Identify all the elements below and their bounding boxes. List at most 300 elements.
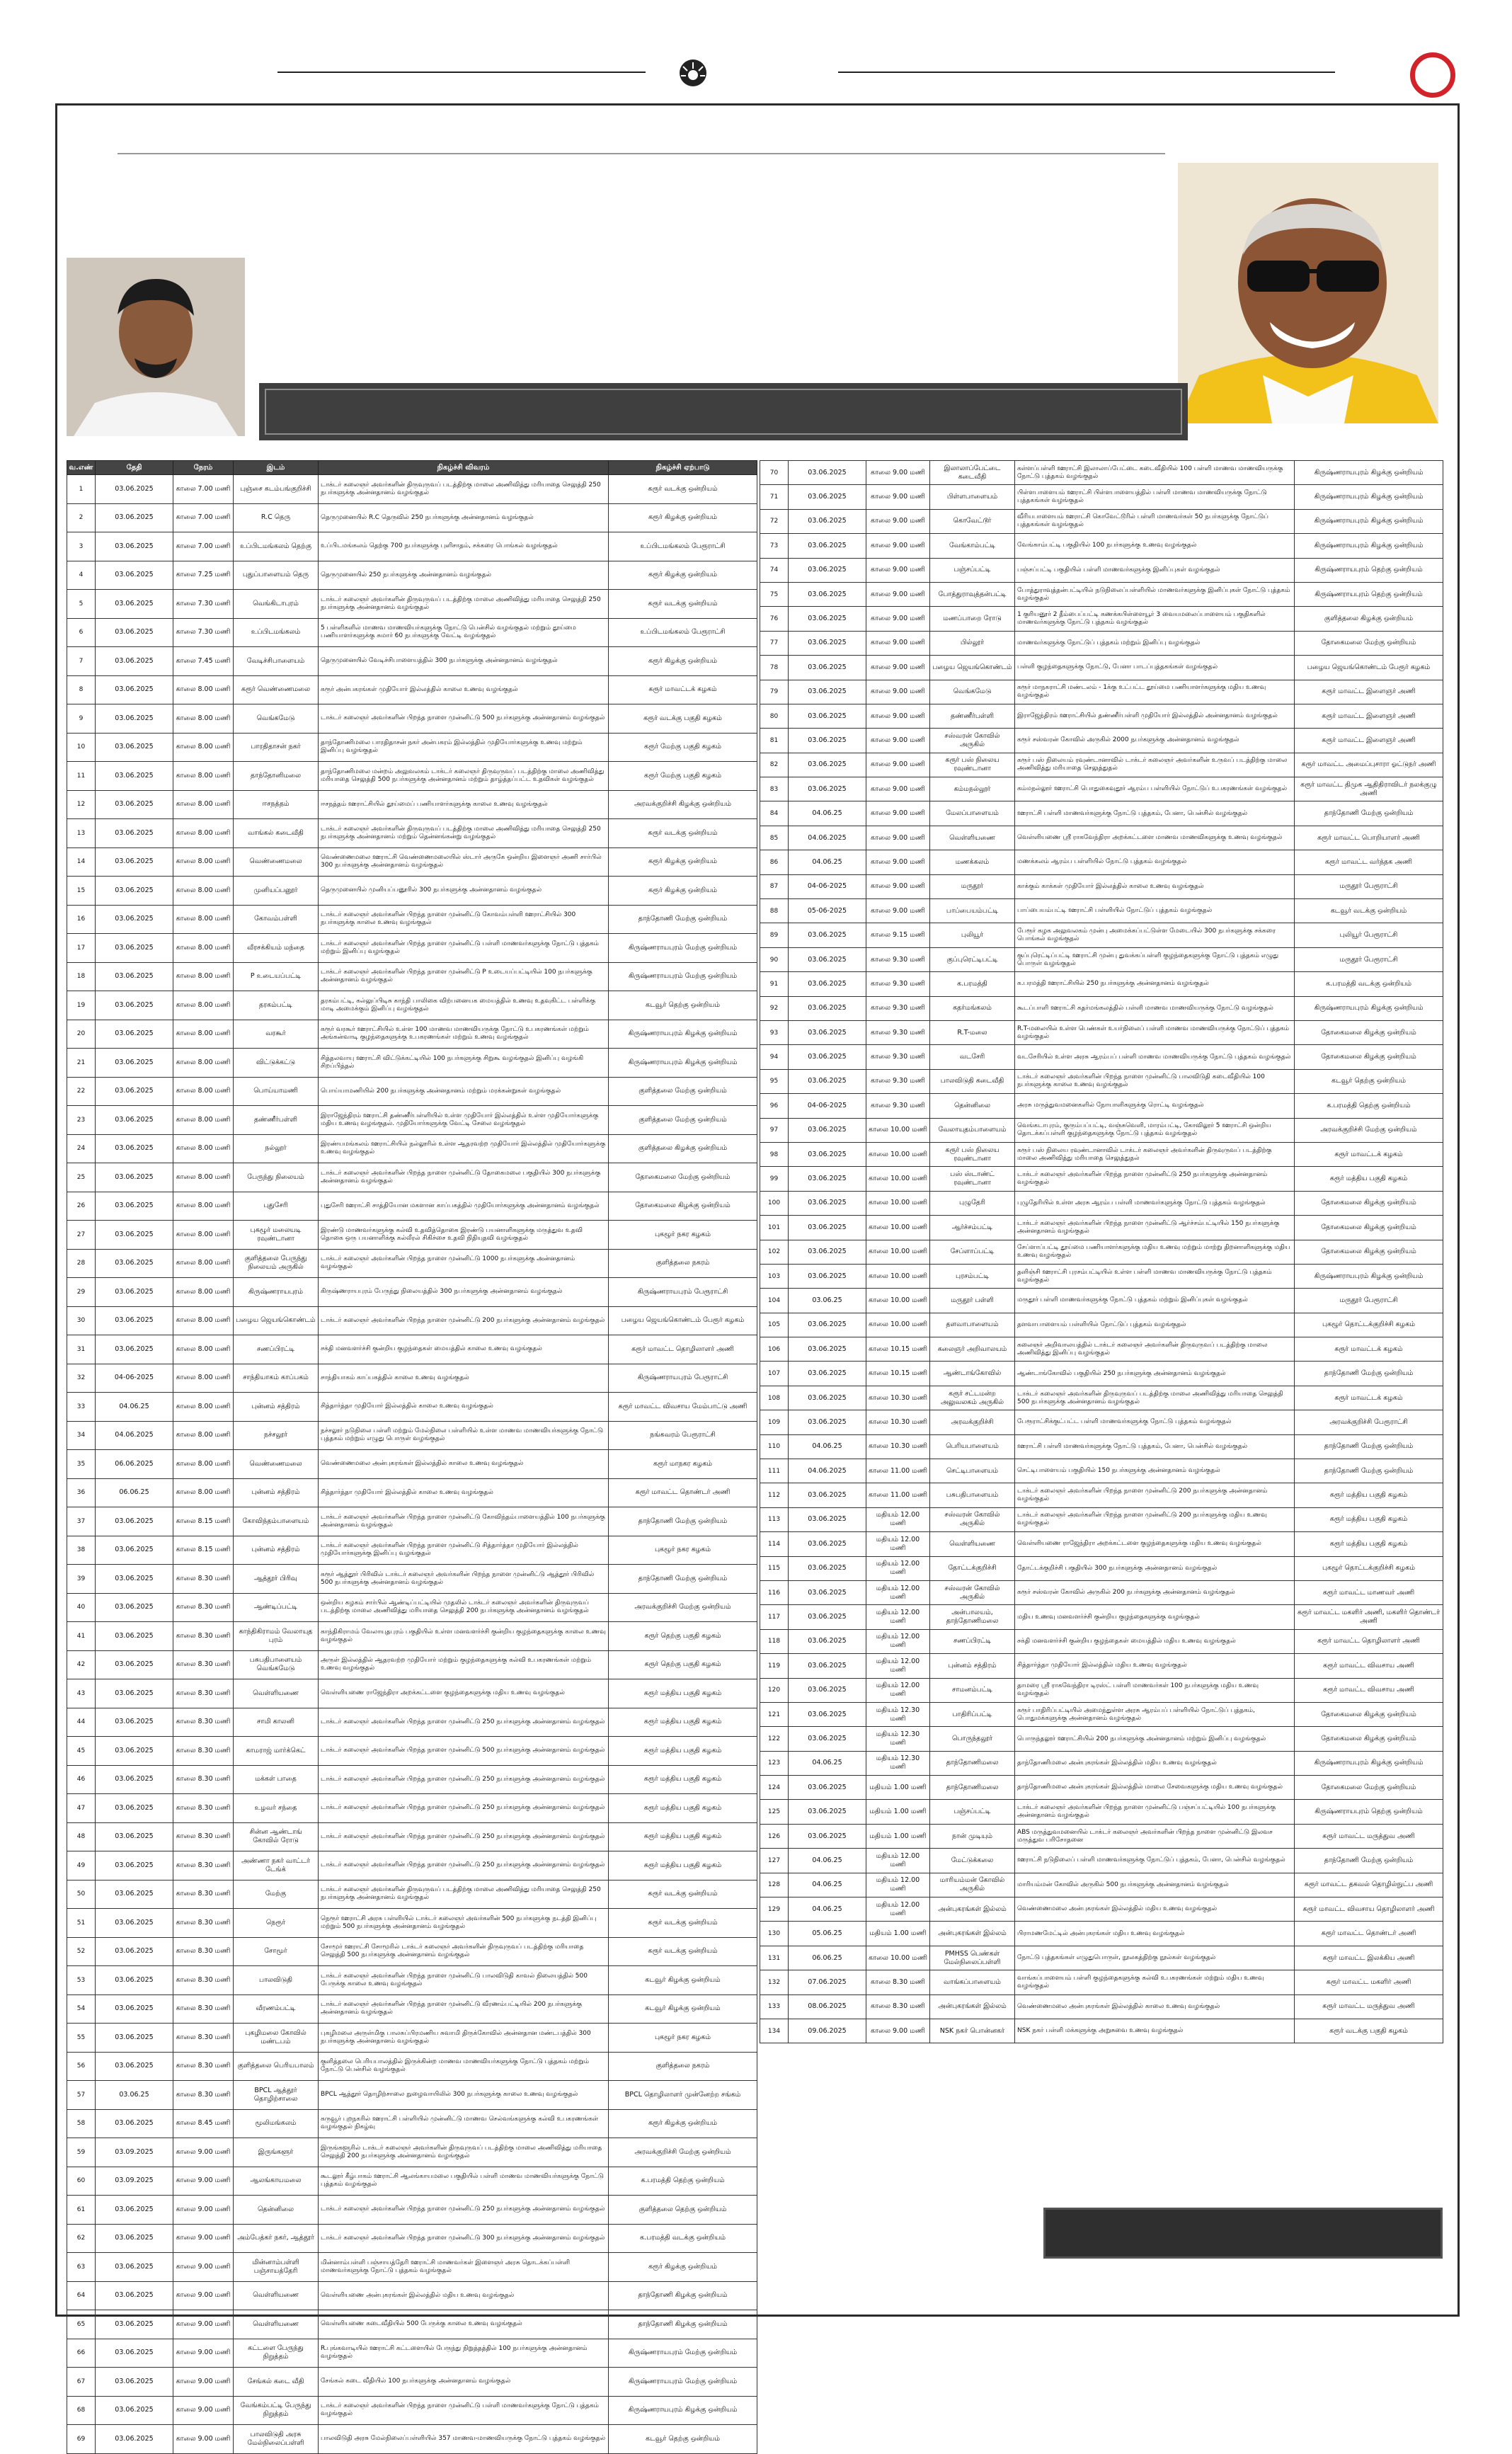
event-cell: NSK நகர் பள்ளி மக்களுக்கு அறுசுவை உணவு வழங்குதல்: [1015, 2019, 1295, 2043]
place-cell: புரசம்பட்டி: [930, 1264, 1015, 1288]
serial-cell: 28: [67, 1249, 96, 1278]
event-cell: பாப்பையம்பட்டி ஊராட்சி பள்ளியில் நோட்டுப் புத்தகம் வழங்குதல்: [1015, 899, 1295, 923]
organizer-cell: கரூர் கிழக்கு ஒன்றியம்: [609, 647, 757, 676]
organizer-cell: கடவூர் கிழக்கு ஒன்றியம்: [609, 1994, 757, 2024]
place-cell: புன்னம் சத்திரம்: [234, 1478, 319, 1507]
place-cell: உப்பிடமங்கலம் தெற்கு: [234, 532, 319, 561]
place-cell: சாமி காலனி: [234, 1708, 319, 1737]
place-cell: சணப்பிரட்டி: [930, 1629, 1015, 1653]
date-cell: 03.06.2025: [96, 2281, 173, 2310]
place-cell: ஆண்டாங்கோவில்: [930, 1362, 1015, 1386]
date-cell: 03.06.2025: [96, 561, 173, 590]
event-cell: கரூர் பாதிரிப்பட்டியில் அமைந்துள்ள அரசு ஆரம்பப் பள்ளியில் நோட்டுப் புத்தகம், பொதுமக்களுக்கு அன்னதானம் வழங்குதல்: [1015, 1702, 1295, 1726]
time-cell: காலை 9.00 மணி: [173, 2310, 234, 2339]
table-row: [760, 1069, 1443, 1093]
time-cell: காலை 8.30 மணி: [173, 1708, 234, 1737]
event-cell: காக்கும் காக்கள் முதியோர் இல்லத்தில் காலை உணவு வழங்குதல்: [1015, 874, 1295, 898]
serial-cell: 108: [760, 1386, 789, 1410]
serial-cell: 53: [67, 1966, 96, 1995]
table-row: [760, 1824, 1443, 1848]
place-cell: பெரியபாளையம்: [930, 1434, 1015, 1459]
time-cell: மதியம் 12.00 மணி: [866, 1605, 930, 1629]
place-cell: வீரணம்பட்டி: [234, 1994, 319, 2024]
header-organizer: நிகழ்ச்சி ஏற்பாடு: [609, 461, 757, 475]
serial-cell: 24: [67, 1134, 96, 1163]
organizer-cell: கிருஷ்ணராயபுரம் கிழக்கு ஒன்றியம்: [1295, 1264, 1443, 1288]
date-cell: 03.06.2025: [789, 1264, 866, 1288]
serial-cell: 122: [760, 1727, 789, 1751]
serial-cell: 25: [67, 1163, 96, 1192]
table-row: [67, 1536, 757, 1565]
table-row: [760, 826, 1443, 850]
time-cell: காலை 9.00 மணி: [866, 558, 930, 582]
time-cell: காலை 9.00 மணி: [866, 680, 930, 704]
date-cell: 03.06.2025: [96, 618, 173, 647]
serial-cell: 80: [760, 704, 789, 728]
organizer-cell: புகழூர் தொட்டக்குறிச்சி கழகம்: [1295, 1556, 1443, 1580]
serial-cell: 62: [67, 2224, 96, 2253]
organizer-cell: அரவக்குறிச்சி மேற்கு ஒன்றியம்: [1295, 1118, 1443, 1142]
serial-cell: 71: [760, 485, 789, 509]
organizer-cell: கரூர் மாவட்ட பொறியாளர் அணி: [1295, 826, 1443, 850]
table-row: [760, 1654, 1443, 1678]
event-cell: ஆண்டாங்கோவில் பகுதியில் 250 நபர்களுக்கு அன்னதானம் வழங்குதல்: [1015, 1362, 1295, 1386]
place-cell: கோவம்பள்ளி: [234, 905, 319, 934]
table-row: [760, 1483, 1443, 1507]
table-row: [760, 1849, 1443, 1873]
serial-cell: 93: [760, 1020, 789, 1044]
serial-cell: 69: [67, 2425, 96, 2454]
date-cell: 03.06.2025: [789, 1410, 866, 1434]
place-cell: புன்னம் சத்திரம்: [234, 1393, 319, 1422]
date-cell: 03.06.2025: [96, 2368, 173, 2397]
serial-cell: 97: [760, 1118, 789, 1142]
date-cell: 03.06.2025: [96, 1794, 173, 1823]
organizer-cell: தோகைமலை கிழக்கு ஒன்றியம்: [1295, 1216, 1443, 1240]
time-cell: காலை 10.00 மணி: [866, 1142, 930, 1166]
date-cell: 04.06.25: [96, 1393, 173, 1422]
event-cell: மதிய உணவு மனவளர்ச்சி குன்றிய குழந்தைகளுக்கு வழங்குதல்: [1015, 1605, 1295, 1629]
time-cell: காலை 8.00 மணி: [173, 1364, 234, 1393]
time-cell: காலை 7.30 மணி: [173, 618, 234, 647]
table-row: [760, 1897, 1443, 1922]
place-cell: PMHSS பெண்கள் மேல்நிலைப்பள்ளி: [930, 1946, 1015, 1970]
place-cell: கரூர் பஸ் நிலைய ரவுண்டானா: [930, 753, 1015, 777]
date-cell: 03.06.2025: [96, 1679, 173, 1708]
time-cell: காலை 8.00 மணி: [173, 1049, 234, 1078]
event-cell: உப்பிடமங்கலம் தெற்கு 700 நபர்களுக்கு புளிசாதம், சக்கரை பொங்கல் வழங்குதல்: [319, 532, 609, 561]
organizer-cell: கரூர் மத்திய பகுதி கழகம்: [609, 1794, 757, 1823]
place-cell: வாங்கப்பாளையம்: [930, 1970, 1015, 1994]
event-cell: டாக்டர் கலைஞர் அவர்களின் பிறந்த நாளை முன்னிட்டு 250 நபர்களுக்கு அன்னதானம் வழங்குதல்: [319, 2196, 609, 2225]
table-row: [760, 1873, 1443, 1897]
table-row: [760, 1629, 1443, 1653]
date-cell: 03.06.2025: [789, 461, 866, 485]
organizer-cell: கரூர் மாநகர கழகம்: [609, 1450, 757, 1479]
serial-cell: 119: [760, 1654, 789, 1678]
organizer-cell: குளித்தலை மேற்கு ஒன்றியம்: [609, 1106, 757, 1135]
place-cell: வேங்காம்பட்டி: [930, 534, 1015, 558]
place-cell: தென்னிலை: [930, 1094, 1015, 1118]
organizer-cell: கரூர் மாவட்டக் கழகம்: [1295, 1337, 1443, 1362]
event-cell: பஞ்சப்பட்டி பகுதியில் பள்ளி மாணவர்களுக்கு இனிப்புகள் வழங்குதல்: [1015, 558, 1295, 582]
time-cell: காலை 7.00 மணி: [173, 475, 234, 504]
table-row: [760, 1532, 1443, 1556]
serial-cell: 85: [760, 826, 789, 850]
date-cell: 03.06.2025: [96, 1737, 173, 1766]
organizer-cell: தோகைமலை கிழக்கு ஒன்றியம்: [1295, 1240, 1443, 1264]
event-cell: டாக்டர் கலைஞர் அவர்களின் பிறந்த நாளை முன்னிட்டு ஆர்ச்சம்பட்டியில் 150 நபர்களுக்கு அன்னதானம் வழங்குதல்: [1015, 1216, 1295, 1240]
time-cell: மதியம் 1.00 மணி: [866, 1824, 930, 1848]
place-cell: தளவாபாளையம்: [930, 1313, 1015, 1337]
time-cell: காலை 9.00 மணி: [173, 2368, 234, 2397]
event-cell: மின்னாம்பள்ளி பஞ்சாயத்தேரி ஊராட்சி மாணவர்கள் இளைஞர் அரசு தொடக்கப்பள்ளி மாணவர்களுக்கு நோட்டு புத்தகம் வழங்குதல்: [319, 2253, 609, 2282]
header-date: தேதி: [96, 461, 173, 475]
time-cell: காலை 8.00 மணி: [173, 1192, 234, 1221]
table-row: [760, 485, 1443, 509]
time-cell: காலை 8.30 மணி: [173, 1994, 234, 2024]
event-cell: டாக்டர் கலைஞர் அவர்களின் பிறந்த நாளை முன்னிட்டு 250 நபர்களுக்கு அன்னதானம் வழங்குதல்: [1015, 1167, 1295, 1191]
date-cell: 04.06.25: [789, 1751, 866, 1775]
time-cell: காலை 8.30 மணி: [866, 1970, 930, 1994]
event-cell: டாக்டர் கலைஞர் அவர்களின் திருவுருவப் படத்திற்கு மாலை அணிவித்து மரியாதை செலுத்தி 250 நபர்களுக்கு அன்னதானம் வழங்குதல்: [319, 590, 609, 619]
organizer-cell: மருதூர் பேரூராட்சி: [1295, 947, 1443, 971]
organizer-cell: தோகைமலை கிழக்கு ஒன்றியம்: [1295, 1045, 1443, 1069]
serial-cell: 129: [760, 1897, 789, 1922]
table-row: [760, 874, 1443, 898]
table-row: [67, 1909, 757, 1938]
date-cell: 03.06.2025: [96, 762, 173, 791]
time-cell: காலை 8.30 மணி: [173, 1794, 234, 1823]
organizer-cell: கரூர் கிழக்கு ஒன்றியம்: [609, 877, 757, 906]
place-cell: வேலாயுதம்பாளையம்: [930, 1118, 1015, 1142]
time-cell: காலை 8.00 மணி: [173, 1478, 234, 1507]
header-time: நேரம்: [173, 461, 234, 475]
organizer-cell: கரூர் மாவட்ட இளைஞர் அணி: [1295, 680, 1443, 704]
date-cell: 03.06.2025: [789, 631, 866, 655]
date-cell: 03.06.2025: [789, 996, 866, 1020]
organizer-cell: கரூர் மத்திய பகுதி கழகம்: [1295, 1507, 1443, 1531]
time-cell: காலை 10.30 மணி: [866, 1434, 930, 1459]
date-cell: 03.06.2025: [789, 1532, 866, 1556]
place-cell: வரகூர்: [234, 1020, 319, 1049]
masthead-rule-left: [277, 72, 646, 73]
table-row: [67, 1994, 757, 2024]
time-cell: காலை 8.00 மணி: [173, 733, 234, 762]
time-cell: காலை 9.30 மணி: [866, 1069, 930, 1093]
place-cell: பேருந்து நிலையம்: [234, 1163, 319, 1192]
date-cell: 03.06.2025: [96, 675, 173, 704]
table-row: [760, 1946, 1443, 1970]
event-cell: சக்தி மனவளர்ச்சி குன்றிய குழந்தைகள் மையத்தில் காலை உணவு வழங்குதல்: [319, 1335, 609, 1364]
serial-cell: 5: [67, 590, 96, 619]
event-cell: கரூர் சஸ்வரன் கோவில் அருகில் 200 நபர்களுக்கு அன்னதானம் வழங்குதல்: [1015, 1580, 1295, 1604]
serial-cell: 94: [760, 1045, 789, 1069]
organizer-cell: அரவக்குறிச்சி மேற்கு ஒன்றியம்: [609, 1593, 757, 1622]
organizer-cell: கடவூர் தெற்கு ஒன்றியம்: [609, 2425, 757, 2454]
place-cell: R.C தெரு: [234, 503, 319, 532]
ring-icon: [1410, 52, 1455, 98]
event-cell: கரூர் அன்பகரங்கள் முதியோர் இல்லத்தில் காலை உணவு வழங்குதல்: [319, 675, 609, 704]
organizer-cell: தாந்தோணி கிழக்கு ஒன்றியம்: [609, 2281, 757, 2310]
place-cell: காந்திகிராமம் வேலாயுத புரம்: [234, 1622, 319, 1651]
time-cell: மதியம் 12.30 மணி: [866, 1702, 930, 1726]
organizer-cell: தாந்தோணி மேற்கு ஒன்றியம்: [1295, 801, 1443, 826]
date-cell: 03.06.2025: [96, 2253, 173, 2282]
place-cell: பஸ் ஸ்டாண்ட் ரவுண்டானா: [930, 1167, 1015, 1191]
organizer-cell: கிருஷ்ணராயபுரம் தெற்கு ஒன்றியம்: [1295, 582, 1443, 606]
serial-cell: 90: [760, 947, 789, 971]
date-cell: 03.06.2025: [789, 1776, 866, 1800]
serial-cell: 15: [67, 877, 96, 906]
date-cell: 03.06.2025: [789, 1727, 866, 1751]
organizer-cell: குளித்தலை நகரம்: [609, 2052, 757, 2081]
place-cell: வீரசக்கியம் மந்தை: [234, 934, 319, 963]
table-row: [67, 1077, 757, 1106]
table-row: [67, 2310, 757, 2339]
place-cell: வாங்கல் கடைவீதி: [234, 819, 319, 848]
organizer-cell: கரூர் தெற்கு பகுதி கழகம்: [609, 1650, 757, 1679]
place-cell: தென்னிலை: [234, 2196, 319, 2225]
table-row: [67, 475, 757, 504]
event-cell: மணக்கலம் ஆரம்ப பள்ளியில் நோட்டு புத்தகம் வழங்குதல்: [1015, 850, 1295, 874]
place-cell: இருங்களூர்: [234, 2138, 319, 2167]
event-cell: டாக்டர் கலைஞர் அவர்களின் பிறந்த நாளை முன்னிட்டு 250 நபர்களுக்கு அன்னதானம் வழங்குதல்: [319, 1765, 609, 1794]
place-cell: கரூர் பஸ் நிலைய ரவுண்டானா: [930, 1142, 1015, 1166]
place-cell: புகழிமலை கோவில் மண்டபம்: [234, 2024, 319, 2053]
date-cell: 03.06.2025: [96, 1278, 173, 1307]
portrait-photo-left: [67, 258, 245, 436]
organizer-cell: க.பரமத்தி தெற்கு ஒன்றியம்: [609, 2167, 757, 2196]
table-row: [67, 2368, 757, 2397]
event-cell: தெருமுனையில் R.C தெருவில் 250 நபர்களுக்கு அன்னதானம் வழங்குதல்: [319, 503, 609, 532]
table-row: [67, 1478, 757, 1507]
event-cell: தெருமுனையில் 250 நபர்களுக்கு அன்னதானம் வழங்குதல்: [319, 561, 609, 590]
time-cell: காலை 8.30 மணி: [173, 1737, 234, 1766]
time-cell: காலை 9.00 மணி: [173, 2224, 234, 2253]
event-cell: தாந்தோணிமலை மன்றம் அலுவலகம் டாக்டர் கலைஞர் திருவுருவப் படத்திற்கு மாலை அணிவித்து மரியாதை செலுத்தி 500 நபர்களுக்கு அன்னதானம் மற்றும் தாழ்த்தப்பட்ட உதவிகள் வழங்குதல்: [319, 762, 609, 791]
table-row: [760, 801, 1443, 826]
place-cell: பஞ்சப்பட்டி: [930, 558, 1015, 582]
time-cell: காலை 8.30 மணி: [173, 1822, 234, 1851]
serial-cell: 96: [760, 1094, 789, 1118]
place-cell: சணப்பிரட்டி: [234, 1335, 319, 1364]
time-cell: காலை 8.00 மணி: [173, 1306, 234, 1335]
time-cell: காலை 8.30 மணி: [173, 1909, 234, 1938]
time-cell: காலை 8.00 மணி: [173, 1393, 234, 1422]
date-cell: 03.06.2025: [96, 1020, 173, 1049]
event-cell: அருள் இல்லத்தில் ஆதரவற்ற முதியோர் மற்றும் குழந்தைகளுக்கு கல்வி உபகரணங்கள் மற்றும் உணவு வழங்குதல்: [319, 1650, 609, 1679]
organizer-cell: கிருஷ்ணராயபுரம் கிழக்கு ஒன்றியம்: [1295, 485, 1443, 509]
serial-cell: 22: [67, 1077, 96, 1106]
date-cell: 03.06.2025: [96, 1565, 173, 1594]
organizer-cell: கிருஷ்ணராயபுரம் மேற்கு ஒன்றியம்: [609, 2368, 757, 2397]
date-cell: 03.06.2025: [96, 1765, 173, 1794]
date-cell: 03.06.2025: [96, 733, 173, 762]
date-cell: 03.06.2025: [96, 1593, 173, 1622]
event-cell: இராஜேந்திரம் ஊராட்சி தண்ணீர்பள்ளியில் உள்ள முதியோர் இல்லத்தில் உள்ள முதியோர்களுக்கு மதிய உணவு வழங்குதல். முதியோர்களுக்கு வேட்டி சேலை வழங்குதல்: [319, 1106, 609, 1135]
date-cell: 03.06.2025: [96, 991, 173, 1020]
date-cell: 03.06.2025: [789, 1069, 866, 1093]
serial-cell: 132: [760, 1970, 789, 1994]
event-cell: தோட்டக்குறிச்சி பகுதியில் 300 நபர்களுக்கு அன்னதானம் வழங்குதல்: [1015, 1556, 1295, 1580]
event-cell: டாக்டர் கலைஞர் அவர்களின் திருவுருவப் படத்திற்கு மாலை அணிவித்து மரியாதை செலுத்தி 250 நபர்களுக்கு அன்னதானம் மற்றும் தென்னங்கன்று வழங்குதல்: [319, 819, 609, 848]
date-cell: 03.06.2025: [789, 534, 866, 558]
event-cell: டாக்டர் கலைஞர் அவர்களின் பிறந்த நாளை முன்னிட்டு 300 நபர்களுக்கு அன்னதானம் வழங்குதல்: [319, 2224, 609, 2253]
table-row: [760, 1922, 1443, 1946]
place-cell: நல்லூர்: [234, 1134, 319, 1163]
event-cell: பேரூராட்சிக்குட்பட்ட பள்ளி மாணவர்களுக்கு நோட்டு புத்தகம் வழங்குதல்: [1015, 1410, 1295, 1434]
table-row: [67, 1020, 757, 1049]
organizer-cell: அரவக்குறிச்சி கிழக்கு ஒன்றியம்: [609, 790, 757, 819]
date-cell: 03.06.2025: [789, 607, 866, 631]
place-cell: ஆத்தூர் பிரிவு: [234, 1565, 319, 1594]
serial-cell: 43: [67, 1679, 96, 1708]
date-cell: 03.06.2025: [96, 877, 173, 906]
place-cell: வெங்கமேடு: [234, 704, 319, 734]
organizer-cell: கரூர் மாவட்ட விவசாய அணி: [1295, 1678, 1443, 1702]
table-row: [760, 1580, 1443, 1604]
organizer-cell: கரூர் கிழக்கு ஒன்றியம்: [609, 848, 757, 877]
date-cell: 03.06.2025: [96, 1335, 173, 1364]
table-row: [760, 509, 1443, 533]
place-cell: சேங்கல் கடை வீதி: [234, 2368, 319, 2397]
place-cell: சோமூர்: [234, 1937, 319, 1966]
serial-cell: 104: [760, 1289, 789, 1313]
time-cell: காலை 8.00 மணி: [173, 819, 234, 848]
event-cell: சேப்ளாப்பட்டி தூய்மை பணியாளர்களுக்கு மதிய உணவு மற்றும் மாற்று திறனாளிகளுக்கு மதிய உணவு வழங்குதல்: [1015, 1240, 1295, 1264]
serial-cell: 3: [67, 532, 96, 561]
serial-cell: 60: [67, 2167, 96, 2196]
organizer-cell: கரூர் வடக்கு ஒன்றியம்: [609, 1909, 757, 1938]
place-cell: புலியூர்: [930, 923, 1015, 947]
organizer-cell: தோகைமலை மேற்கு ஒன்றியம்: [609, 1163, 757, 1192]
event-cell: கரூர் மாநகராட்சி மண்டலம் - 1க்கு உட்பட்ட தூய்மை பணியாளர்களுக்கு மதிய உணவு வழங்குதல்: [1015, 680, 1295, 704]
table-row: [67, 2052, 757, 2081]
serial-cell: 115: [760, 1556, 789, 1580]
place-cell: ஆலங்காயமலை: [234, 2167, 319, 2196]
time-cell: மதியம் 1.00 மணி: [866, 1776, 930, 1800]
serial-cell: 109: [760, 1410, 789, 1434]
table-row: [760, 582, 1443, 606]
time-cell: காலை 8.30 மணி: [173, 1937, 234, 1966]
event-cell: புதுசேரி ஊராட்சி சாத்தியோன மகளான காப்பகத்தில் முதியோர்களுக்கு அன்னதானம் வழங்குதல்: [319, 1192, 609, 1221]
table-row: [760, 704, 1443, 728]
organizer-cell: கிருஷ்ணராயபுரம் பேரூராட்சி: [609, 1278, 757, 1307]
table-row: [67, 1507, 757, 1536]
serial-cell: 38: [67, 1536, 96, 1565]
table-row: [67, 991, 757, 1020]
date-cell: 04.06.25: [789, 1897, 866, 1922]
organizer-cell: கரூர் மாவட்ட திமுக ஆதிதிராவிடர் நலக்குழு அணி: [1295, 777, 1443, 801]
organizer-cell: கரூர் கிழக்கு ஒன்றியம்: [609, 2109, 757, 2138]
date-cell: 03.06.2025: [789, 1240, 866, 1264]
event-cell: வெண்ணைமலை அன்புகரங்கள் இல்லத்தில் காலை உணவு வழங்குதல்: [1015, 1994, 1295, 2019]
date-cell: 03.06.2025: [789, 1654, 866, 1678]
time-cell: காலை 10.00 மணி: [866, 1946, 930, 1970]
organizer-cell: தோகைமலை கிழக்கு ஒன்றியம்: [1295, 1020, 1443, 1044]
place-cell: பொய்யாமணி: [234, 1077, 319, 1106]
event-cell: கரூர் ஆத்தூர் பிரிவில் டாக்டர் கலைஞர் அவர்களின் பிறந்த நாளை முன்னிட்டு ஆத்தூர் பிரிவில் 500 நபர்களுக்கு அன்னதானம் வழங்குதல்: [319, 1565, 609, 1594]
time-cell: காலை 8.00 மணி: [173, 1278, 234, 1307]
organizer-cell: உப்பிடமங்கலம் பேரூராட்சி: [609, 532, 757, 561]
table-row: [760, 631, 1443, 655]
serial-cell: 73: [760, 534, 789, 558]
place-cell: மேட்டுக்கலை: [930, 1849, 1015, 1873]
date-cell: 07.06.2025: [789, 1970, 866, 1994]
time-cell: காலை 9.30 மணி: [866, 1045, 930, 1069]
organizer-cell: கிருஷ்ணராயபுரம் மேற்கு ஒன்றியம்: [609, 934, 757, 963]
date-cell: 03.06.2025: [789, 1678, 866, 1702]
event-cell: நோட்டு புத்தகங்கள் எழுதுபொருள், நூலகத்திற்கு நூல்கள் வழங்குதல்: [1015, 1946, 1295, 1970]
table-row: [760, 1216, 1443, 1240]
organizer-cell: கரூர் வடக்கு ஒன்றியம்: [609, 475, 757, 504]
time-cell: காலை 10.00 மணி: [866, 1216, 930, 1240]
time-cell: காலை 9.00 மணி: [173, 2339, 234, 2368]
date-cell: 03.06.2025: [96, 2224, 173, 2253]
organizer-cell: கரூர் மாவட்ட மருத்துவ அணி: [1295, 1994, 1443, 2019]
date-cell: 03.06.2025: [789, 1167, 866, 1191]
event-cell: காந்திகிராமம் வேலாயுதபுரம் பகுதியில் உள்ள மனவளர்ச்சி குன்றிய குழந்தைகளுக்கு காலை உணவு வழங்குதல்: [319, 1622, 609, 1651]
serial-cell: 8: [67, 675, 96, 704]
place-cell: அரவக்குறிச்சி: [930, 1410, 1015, 1434]
header-place: இடம்: [234, 461, 319, 475]
event-cell: டாக்டர் கலைஞர் அவர்களின் பிறந்த நாளை முன்னிட்டு கோவிந்தம்பாளையத்தில் 100 நபர்களுக்கு அன்னதானம் வழங்குதல்: [319, 1507, 609, 1536]
serial-cell: 134: [760, 2019, 789, 2043]
date-cell: 03.06.2025: [96, 1106, 173, 1135]
place-cell: தோட்டக்குறிச்சி: [930, 1556, 1015, 1580]
time-cell: மதியம் 12.00 மணி: [866, 1580, 930, 1604]
table-row: [760, 607, 1443, 631]
organizer-cell: புகழூர் நகர கழகம்: [609, 2024, 757, 2053]
serial-cell: 45: [67, 1737, 96, 1766]
table-row: [67, 561, 757, 590]
date-cell: 03.06.2025: [789, 582, 866, 606]
time-cell: காலை 9.00 மணி: [866, 582, 930, 606]
serial-cell: 65: [67, 2310, 96, 2339]
organizer-cell: கிருஷ்ணராயபுரம் கிழக்கு ஒன்றியம்: [1295, 461, 1443, 485]
place-cell: முனியப்பனூர்: [234, 877, 319, 906]
event-cell: டாக்டர் கலைஞர் அவர்களின் பிறந்த நாளை முன்னிட்டு 500 நபர்களுக்கு அன்னதானம் வழங்குதல்: [319, 1737, 609, 1766]
place-cell: வேங்கம்பட்டி பேருந்து நிறுத்தம்: [234, 2396, 319, 2425]
place-cell: கிருஷ்ணராயபுரம்: [234, 1278, 319, 1307]
time-cell: காலை 9.30 மணி: [866, 996, 930, 1020]
serial-cell: 16: [67, 905, 96, 934]
date-cell: 03.06.2025: [96, 1536, 173, 1565]
date-cell: 03.06.2025: [96, 1077, 173, 1106]
event-cell: டாக்டர் கலைஞர் அவர்களின் பிறந்த நாளை முன்னிட்டு பஞ்சப்பட்டியில் 100 நபர்களுக்கு அன்னதானம் வழங்குதல்: [1015, 1800, 1295, 1824]
time-cell: காலை 7.25 மணி: [173, 561, 234, 590]
organizer-cell: தாந்தோணி மேற்கு ஒன்றியம்: [609, 905, 757, 934]
organizer-cell: கரூர் மத்திய பகுதி கழகம்: [609, 1679, 757, 1708]
time-cell: காலை 9.00 மணி: [866, 534, 930, 558]
serial-cell: 100: [760, 1191, 789, 1215]
time-cell: காலை 7.00 மணி: [173, 503, 234, 532]
time-cell: காலை 11.00 மணி: [866, 1483, 930, 1507]
serial-cell: 112: [760, 1483, 789, 1507]
schedule-table-left: [67, 460, 757, 2454]
table-row: [760, 1118, 1443, 1142]
serial-cell: 111: [760, 1459, 789, 1483]
event-cell: கரூர் பஸ் நிலையம் ரவுண்டானாவில் டாக்டர் கலைஞர் அவர்களின் உருவப் படத்திற்கு மாலை அணிவித்து மரியாதை செலுத்துதல்: [1015, 753, 1295, 777]
time-cell: காலை 9.00 மணி: [866, 753, 930, 777]
date-cell: 03.06.2025: [96, 1822, 173, 1851]
place-cell: சாமனம்பட்டி: [930, 1678, 1015, 1702]
serial-cell: 20: [67, 1020, 96, 1049]
time-cell: மதியம் 12.00 மணி: [866, 1556, 930, 1580]
organizer-cell: கரூர் கிழக்கு ஒன்றியம்: [609, 561, 757, 590]
time-cell: மதியம் 12.00 மணி: [866, 1897, 930, 1922]
